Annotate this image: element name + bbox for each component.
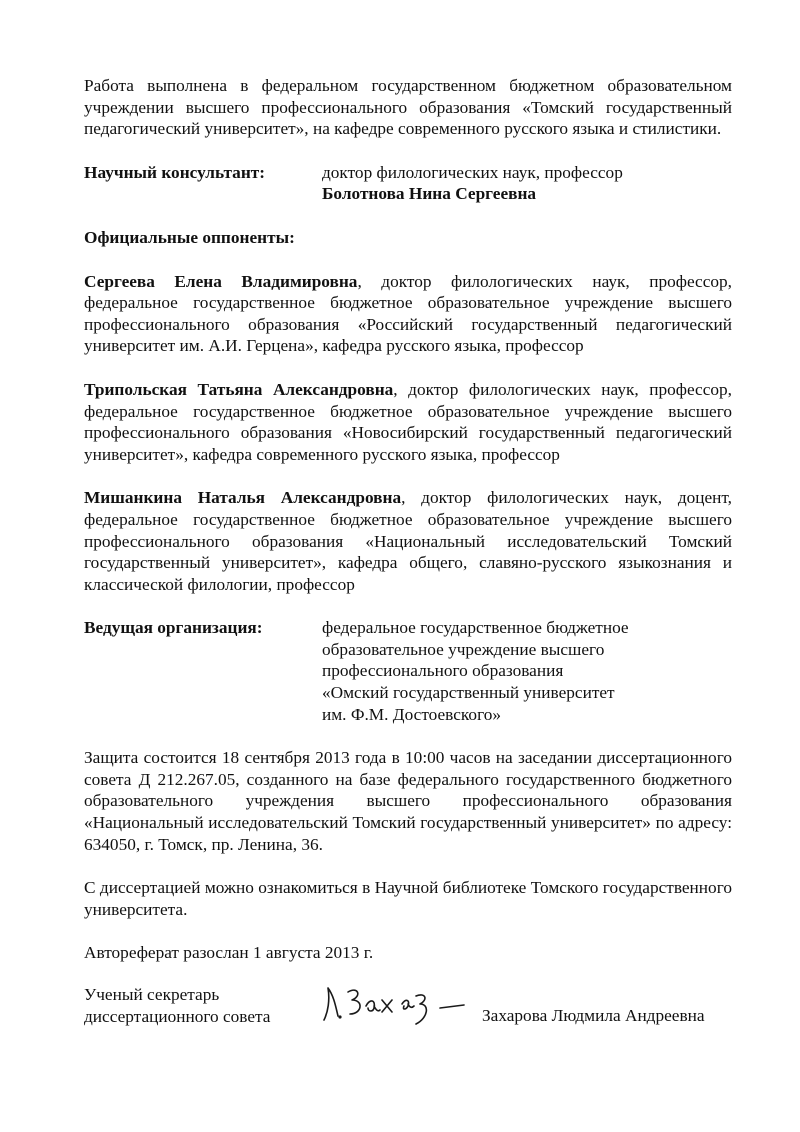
consultant-info [322,162,732,205]
secretary-title-line: диссертационного совета [84,1006,271,1026]
consultant-degree: доктор филологических наук, профессор [322,162,623,182]
opponent-name: Трипольская Татьяна Александровна [84,379,394,399]
consultant-block [84,162,732,205]
leading-org-line: федеральное государственное бюджетное [322,618,629,638]
leading-org-line: образовательное учреждение высшего [322,639,605,659]
leading-org-label: Ведущая организация: [84,618,263,638]
intro-paragraph: Работа выполнена в федеральном государственном бюджетном образовательном учреждении высшего профессионального образования «Томский государственный педагогический университет», на кафедре современного русского языка и стилистики. [84,76,732,139]
opponent-details: , доктор филологических наук, доцент, федеральное государственное бюджетное образовательное учреждение высшего профессионального образования «Национальный исследовательский Томский государственный университет», кафедра общего, славяно-русского языкознания и классической филологии, профессор [84,488,732,594]
library-paragraph: С диссертацией можно ознакомиться в Научной библиотеке Томского государственного университета. [84,878,732,919]
leading-org-line: профессионального образования [322,661,564,681]
leading-org-info [322,617,732,725]
defense-paragraph: Защита состоится 18 сентября 2013 года в 10:00 часов на заседании диссертационного совета Д 212.267.05, созданного на базе федерального государственного бюджетного образовательного учреждения высшего профессионального образования «Национальный исследовательский Томский государственный университет» по адресу: 634050, г. Томск, пр. Ленина, 36. [84,748,732,854]
handwritten-signature [318,970,468,1032]
opponent-3 [84,487,732,595]
leading-org-line: им. Ф.М. Достоевского» [322,704,502,724]
document-page [84,75,732,1032]
consultant-label: Научный консультант: [84,162,266,182]
secretary-block [84,984,732,1032]
leading-org-block [84,617,732,725]
opponent-2 [84,379,732,465]
opponent-details: , доктор филологических наук, профессор, федеральное государственное бюджетное образовательное учреждение высшего профессионального образования «Российский государственный педагогический университет им. А.И. Герцена», кафедра русского языка, профессор [84,271,732,356]
opponent-details: , доктор филологических наук, профессор, федеральное государственное бюджетное образовательное учреждение высшего профессионального образования «Новосибирский государственный педагогический университет», кафедра современного русского языка, профессор [84,379,732,464]
opponents-heading: Официальные оппоненты: [84,227,295,247]
secretary-name: Захарова Людмила Андреевна [482,1006,705,1025]
secretary-title-line: Ученый секретарь [84,985,220,1004]
secretary-title [84,984,314,1027]
consultant-name: Болотнова Нина Сергеевна [322,184,537,204]
leading-org-line: «Омский государственный университет [322,683,615,703]
opponent-name: Сергеева Елена Владимировна [84,271,358,291]
opponent-1 [84,271,732,357]
sent-date: Автореферат разослан 1 августа 2013 г. [84,943,374,963]
opponent-name: Мишанкина Наталья Александровна [84,488,402,508]
